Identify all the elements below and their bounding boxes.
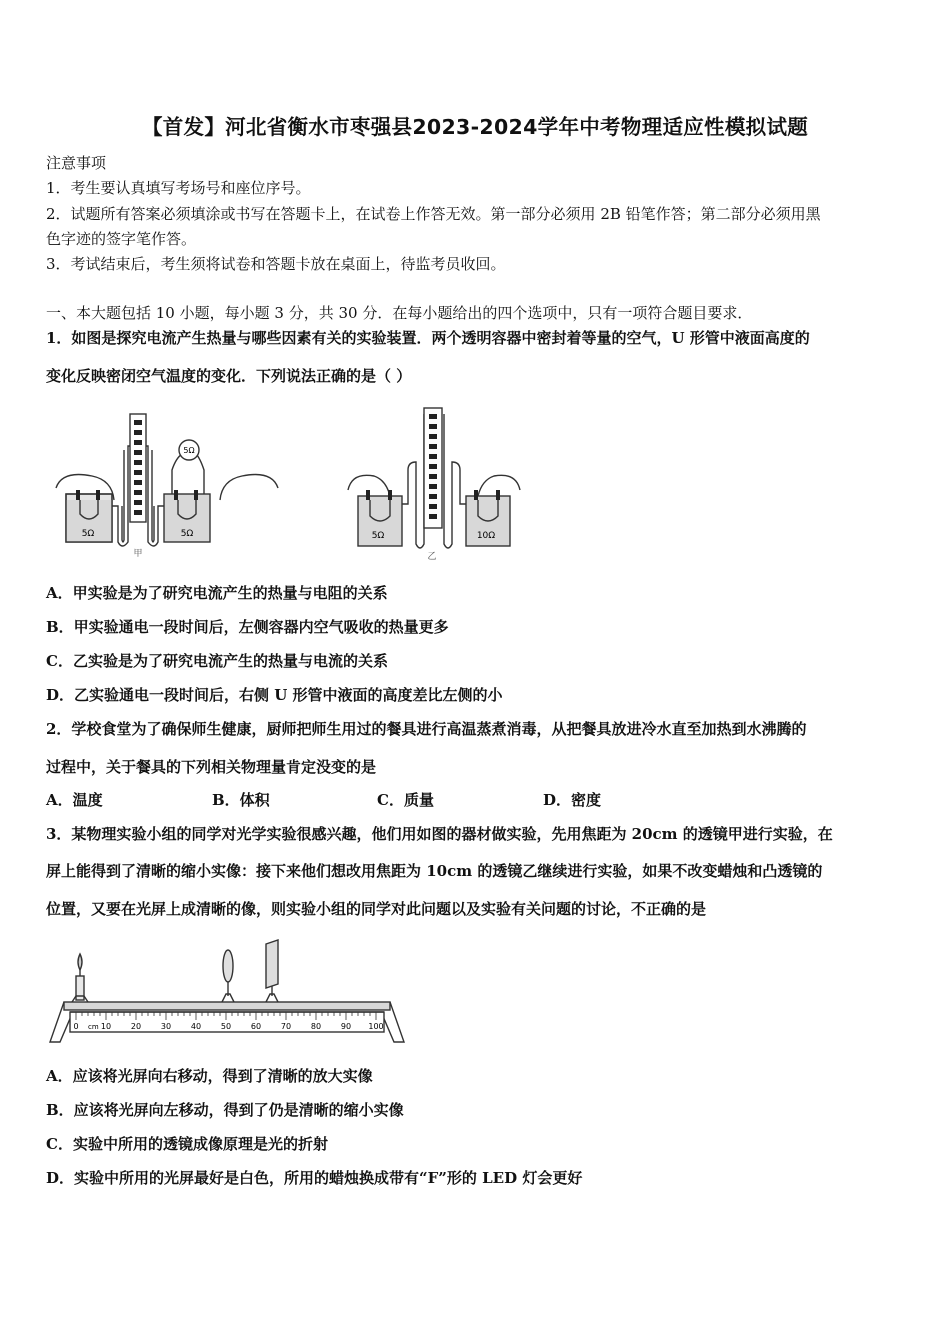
q3-option-d[interactable]: D．实验中所用的光屏最好是白色，所用的蜡烛换成带有“F”形的 LED 灯会更好 — [46, 1169, 583, 1187]
q1-option-b[interactable]: B．甲实验通电一段时间后，左侧容器内空气吸收的热量更多 — [46, 618, 449, 636]
notice-item-3: 3．考试结束后，考生须将试卷和答题卡放在桌面上，待监考员收回。 — [46, 255, 506, 273]
q1-option-d[interactable]: D．乙实验通电一段时间后，右侧 U 形管中液面的高度差比左侧的小 — [46, 686, 503, 704]
q3-option-b[interactable]: B．应该将光屏向左移动，得到了仍是清晰的缩小实像 — [46, 1101, 404, 1119]
scale-tick-label: 90 — [340, 1022, 352, 1031]
q3-stem-line-3: 位置，又要在光屏上成清晰的像，则实验小组的同学对此问题以及实验有关问题的讨论，不正确的是 — [46, 900, 707, 918]
q2-option-c[interactable]: C．质量 — [377, 791, 434, 809]
q3-optical-bench-figure — [46, 940, 416, 1050]
q1-figure-jia — [52, 410, 282, 560]
notice-item-2-line-2: 色字迹的签字笔作答。 — [46, 230, 197, 248]
q1-jia-parallel-resistor-label: 5Ω — [183, 446, 195, 455]
q1-figure-jia-caption: 甲 — [133, 549, 143, 559]
notice-heading: 注意事项 — [46, 154, 107, 172]
scale-tick-label: 0 — [73, 1022, 79, 1031]
q1-jia-right-resistor-label: 5Ω — [180, 529, 194, 539]
q2-option-a[interactable]: A．温度 — [46, 791, 103, 809]
q1-yi-right-resistor-label: 10Ω — [476, 531, 496, 541]
scale-tick-label: 30 — [160, 1022, 172, 1031]
notice-item-2-line-1: 2．试题所有答案必须填涂或书写在答题卡上，在试卷上作答无效。第一部分必须用 2B 铅笔作答；第二部分必须用黑 — [46, 205, 821, 223]
page-title: 【首发】河北省衡水市枣强县2023-2024学年中考物理适应性模拟试题 — [141, 115, 809, 139]
scale-tick-label: 100 — [368, 1022, 384, 1031]
scale-tick-label: 40 — [190, 1022, 202, 1031]
q2-option-d[interactable]: D．密度 — [543, 791, 602, 809]
scale-tick-label: 60 — [250, 1022, 262, 1031]
q1-yi-left-resistor-label: 5Ω — [371, 531, 385, 541]
scale-tick-label: 10 — [100, 1022, 112, 1031]
q1-jia-left-resistor-label: 5Ω — [81, 529, 95, 539]
q1-stem-line-1: 1．如图是探究电流产生热量与哪些因素有关的实验装置．两个透明容器中密封着等量的空气，U 形管中液面高度的 — [46, 329, 810, 347]
scale-tick-label: 70 — [280, 1022, 292, 1031]
q2-stem-line-2: 过程中，关于餐具的下列相关物理量肯定没变的是 — [46, 758, 377, 776]
q3-option-c[interactable]: C．实验中所用的透镜成像原理是光的折射 — [46, 1135, 328, 1153]
scale-unit-label: cm — [88, 1023, 99, 1031]
q1-figure-yi-caption: 乙 — [427, 552, 437, 562]
q2-option-b[interactable]: B．体积 — [212, 791, 270, 809]
q1-figure-yi — [344, 404, 524, 564]
q1-option-c[interactable]: C．乙实验是为了研究电流产生的热量与电流的关系 — [46, 652, 388, 670]
q3-option-a[interactable]: A．应该将光屏向右移动，得到了清晰的放大实像 — [46, 1067, 373, 1085]
q1-stem-line-2: 变化反映密闭空气温度的变化．下列说法正确的是（ ） — [46, 367, 412, 385]
scale-tick-label: 80 — [310, 1022, 322, 1031]
q3-stem-line-1: 3．某物理实验小组的同学对光学实验很感兴趣，他们用如图的器材做实验，先用焦距为 20cm 的透镜甲进行实验，在 — [46, 825, 833, 843]
scale-tick-label: 50 — [220, 1022, 232, 1031]
q2-stem-line-1: 2．学校食堂为了确保师生健康，厨师把师生用过的餐具进行高温蒸煮消毒，从把餐具放进冷水直至加热到水沸腾的 — [46, 720, 807, 738]
section-1-heading: 一、本大题包括 10 小题，每小题 3 分，共 30 分．在每小题给出的四个选项中，只有一项符合题目要求． — [46, 304, 753, 322]
q1-option-a[interactable]: A．甲实验是为了研究电流产生的热量与电阻的关系 — [46, 584, 388, 602]
scale-tick-label: 20 — [130, 1022, 142, 1031]
q3-stem-line-2: 屏上能得到了清晰的缩小实像：接下来他们想改用焦距为 10cm 的透镜乙继续进行实验，如果不改变蜡烛和凸透镜的 — [46, 862, 823, 880]
notice-item-1: 1．考生要认真填写考场号和座位序号。 — [46, 179, 311, 197]
